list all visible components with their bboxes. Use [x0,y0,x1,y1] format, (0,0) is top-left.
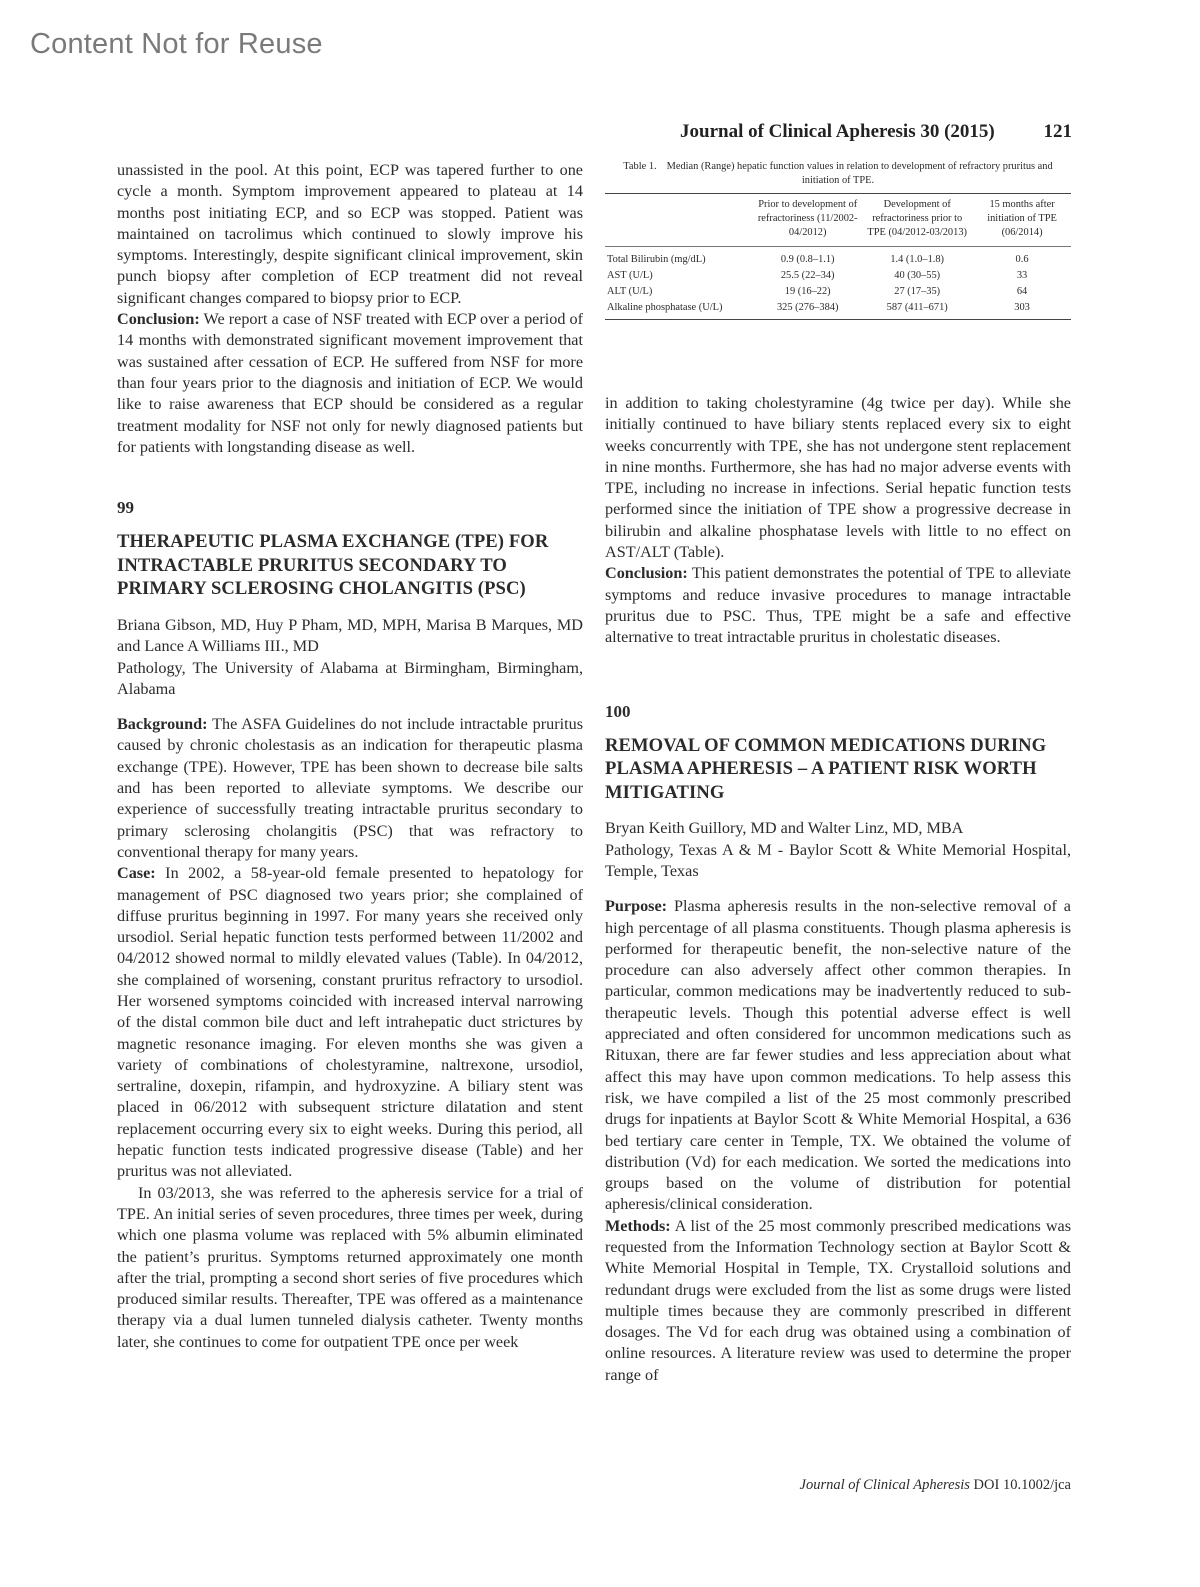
row-label: AST (U/L) [607,270,653,281]
abstract-title-99: THERAPEUTIC PLASMA EXCHANGE (TPE) FOR INTRACTABLE PRURITUS SECONDARY TO PRIMARY SCLEROSING CHOLANGITIS (PSC) [117,531,549,600]
purpose-text: Plasma apheresis results in the non-selective removal of a high percentage of all plasma constituents. Though plasma apheresis is performed for therapeutic benefit, the non-selective nature of the procedure can also adversely affect other common therapies. In particular, common medications may be inadvertently reduced to sub-therapeutic levels. Though this potential adverse effect is well appreciated and often considered for uncommon medications such as Rituxan, there are far fewer studies and less appreciation about what affect this may have upon common medications. To help assess this risk, we have compiled a list of the 25 most commonly prescribed drugs for inpatients at Baylor Scott & White Memorial Hospital, a 636 bed tertiary care center in Temple, TX. We obtained the volume of distribution (Vd) for each medication. We sorted the medications into groups based on the volume of distribution for potential apheresis/clinical consideration. [605,897,1071,1214]
cell-value: 0.9 (0.8–1.1) [780,254,835,265]
cell-value: 1.4 (1.0–1.8) [890,254,945,265]
conclusion-paragraph-99 [605,563,1071,648]
abstract-affiliation-99: Pathology, The University of Alabama at Birmingham, Birmingham, Alabama [117,658,583,698]
purpose-paragraph [605,896,1071,1215]
table-row [605,268,1071,284]
continued-paragraph: unassisted in the pool. At this point, ECP was tapered further to one cycle a month. Symptom improvement appeared to plateau at 14 months post initiating ECP, and so ECP was stopped. Patient was maintained on tacrolimus which continued to slowly improve his symptoms. Interestingly, despite significant clinical improvement, skin punch biopsy after completion of ECP treatment did not reveal significant changes compared to biopsy prior to ECP. [117,161,583,307]
case-label: Case: [117,864,156,883]
table-caption [605,160,1071,193]
table-caption-text: Median (Range) hepatic function values in relation to development of refractory pruritus and initiation of TPE. [666,161,1053,186]
case-paragraph [117,863,583,1182]
cell-value: 0.6 [1015,254,1029,265]
abstract-title-100: REMOVAL OF COMMON MEDICATIONS DURING PLASMA APHERESIS – A PATIENT RISK WORTH MITIGATING [605,734,1047,803]
conclusion-label-99: Conclusion: [605,564,688,583]
table-label: Table 1. [623,161,657,172]
footer-journal: Journal of Clinical Apheresis [799,1477,970,1493]
methods-text: A list of the 25 most commonly prescribed medications was requested from the Information Technology section at Baylor Scott & White Memorial Hospital in Temple, TX. Crystalloid solutions and redundant drugs were excluded from the list as some drugs were listed multiple times because they are commonly prescribed in different dosages. The Vd for each drug was obtained using a combination of online resources. A literature review was used to determine the proper range of [605,1216,1071,1384]
right-column [605,393,1071,1386]
table-row [605,247,1071,269]
cell-value: 25.5 (22–34) [780,270,835,281]
methods-paragraph [605,1216,1071,1386]
cell-value: 19 (16–22) [784,286,831,297]
cell-value: 587 (411–671) [886,302,948,313]
table-row [605,300,1071,320]
row-label: Total Bilirubin (mg/dL) [607,254,706,265]
case-text: In 2002, a 58-year-old female presented to hepatology for management of PSC diagnosed two years prior; she complained of diffuse pruritus beginning in 1997. For many years she received only ursodiol. Serial hepatic function tests performed between 11/2002 and 04/2012 showed normal to mildly elevated values (Table). In 04/2012, she complained of worsening, constant pruritus refractory to ursodiol. Her worsened symptoms coincided with increased interval narrowing of the distal common bile duct and left intrahepatic duct strictures by magnetic resonance imaging. For eleven months she was given a variety of combinations of cholestyramine, naltrexone, ursodiol, sertraline, doxepin, rifampin, and hydroxyzine. A biliary stent was placed in 06/2012 with subsequent stricture dilatation and stent replacement occurring every six to eight weeks. During this period, all hepatic function tests indicated progressive disease (Table) and her pruritus was not alleviated. [117,864,583,1181]
background-paragraph [117,714,583,863]
cell-value: 303 [1014,302,1030,313]
cell-value: 33 [1016,270,1028,281]
table-header-row [605,194,1071,247]
cell-value: 40 (30–55) [894,270,941,281]
background-text: The ASFA Guidelines do not include intractable pruritus caused by chronic cholestasis as an indication for therapeutic plasma exchange (TPE). However, TPE has been shown to decrease bile salts and has been reported to alleviate symptoms. We describe our experience of successfully treating intractable pruritus secondary to primary sclerosing cholangitis (PSC) that was refractory to conventional therapy for many years. [117,715,583,861]
hepatic-function-table [605,193,1071,320]
journal-title: Journal of Clinical Apheresis 30 (2015) [680,121,995,142]
running-header [680,121,1072,143]
row-label: ALT (U/L) [607,286,653,297]
header-cell-development: Development of refractoriness prior to TPE (04/2012-03/2013) [867,199,967,238]
abstract-number-99: 99 [117,498,134,518]
conclusion-text-99: This patient demonstrates the potential of TPE to alleviate symptoms and reduce invasive procedures to manage intractable pruritus due to PSC. Thus, TPE might be a safe and effective alternative to treat intractable pruritus in cholestatic diseases. [605,564,1071,647]
abstract-authors-99: Briana Gibson, MD, Huy P Pham, MD, MPH, Marisa B Marques, MD and Lance A Williams III., MD [117,615,583,656]
cell-value: 325 (276–384) [776,302,839,313]
row-label: Alkaline phosphatase (U/L) [607,302,723,313]
case-paragraph-2: In 03/2013, she was referred to the apheresis service for a trial of TPE. An initial series of seven procedures, three times per week, during which one plasma volume was replaced with 5% albumin eliminated the patient’s pruritus. Symptoms returned approximately one month after the trial, prompting a second short series of five procedures which produced similar results. Thereafter, TPE was offered as a maintenance therapy via a dual lumen tunneled dialysis catheter. Twenty months later, she continues to come for outpatient TPE once per week [117,1183,583,1351]
conclusion-text: We report a case of NSF treated with ECP over a period of 14 months with demonstrated significant movement improvement that was sustained after cessation of ECP. He suffered from NSF for more than four years prior to the diagnosis and initiation of ECP. We would like to raise awareness that ECP should be considered as a regular treatment modality for NSF not only for newly diagnosed patients but for patients with longstanding disease as well. [117,310,583,456]
case-paragraph-2-continued: in addition to taking cholestyramine (4g twice per day). While she initially continued to have biliary stents replaced every six to eight weeks concurrently with TPE, she has not undergone stent replacement in nine months. Furthermore, she has had no major adverse events with TPE, including no increase in infections. Serial hepatic function tests performed since the initiation of TPE show a progressive decrease in bilirubin and alkaline phosphatase levels with little to no effect on AST/ALT (Table). [605,394,1071,562]
watermark: Content Not for Reuse [30,28,323,60]
header-cell-empty [605,194,754,247]
abstract-number-100: 100 [605,701,631,721]
header-cell-after-tpe: 15 months after initiation of TPE (06/2014) [987,199,1057,238]
table-row [605,284,1071,300]
page-footer [605,1477,1071,1494]
abstract-affiliation-100: Pathology, Texas A & M - Baylor Scott & White Memorial Hospital, Temple, Texas [605,840,1071,880]
methods-label: Methods: [605,1216,671,1235]
purpose-label: Purpose: [605,897,668,916]
abstract-authors-100: Bryan Keith Guillory, MD and Walter Linz, MD, MBA [605,819,964,838]
prev-conclusion-paragraph [117,309,583,458]
cell-value: 64 [1016,286,1028,297]
left-column [117,160,583,1353]
page-number: 121 [1043,121,1072,142]
conclusion-label: Conclusion: [117,310,200,329]
cell-value: 27 (17–35) [894,286,941,297]
footer-doi: DOI 10.1002/jca [969,1477,1071,1493]
header-cell-prior: Prior to development of refractoriness (11/2002-04/2012) [757,199,858,238]
background-label: Background: [117,715,208,734]
table-1 [605,160,1071,320]
